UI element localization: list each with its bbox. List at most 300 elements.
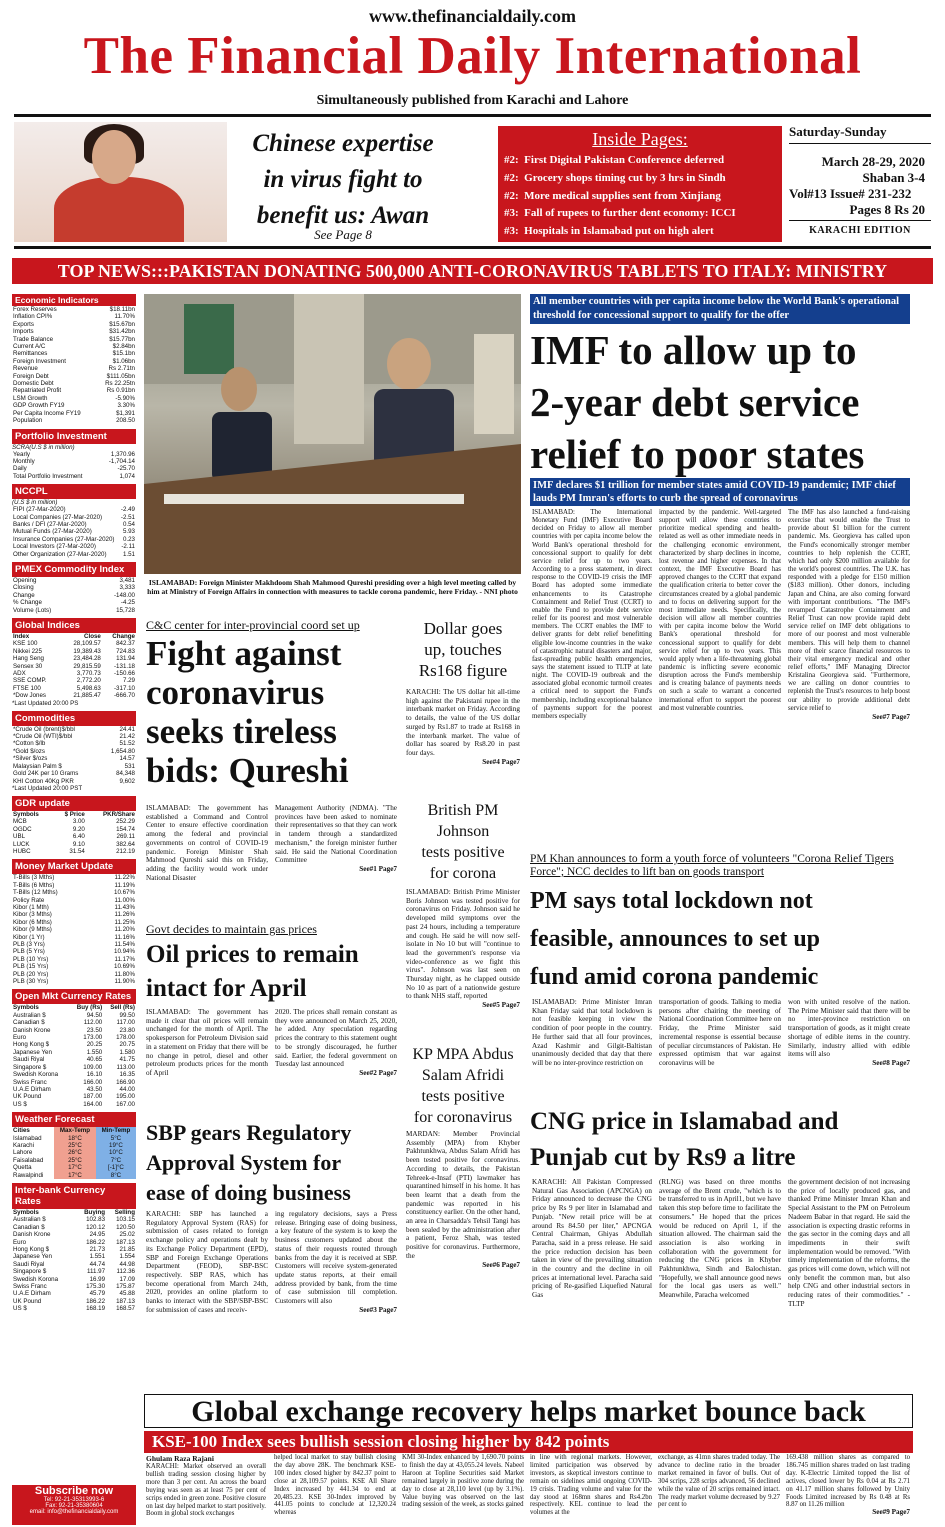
indicator-label: Change xyxy=(13,591,35,599)
indicator-label: Yearly xyxy=(13,450,30,458)
indicator-value: 43.50 xyxy=(86,1085,103,1093)
indicator-value: -2.49 xyxy=(120,506,135,514)
indicator-label: Foreign Debt xyxy=(13,372,49,380)
indicator-value: 175.30 xyxy=(86,1283,106,1291)
indicator-value: 5°C xyxy=(96,1135,136,1142)
lockdown-kicker: PM Khan announces to form a youth force of volunteers "Corona Relief Tigers Force"; NCC decides to lift ban on goods transport xyxy=(530,853,894,878)
indicator-label: Symbols xyxy=(13,1004,39,1012)
indicator-label: Cities xyxy=(13,1127,30,1135)
site-url[interactable]: www.thefinancialdaily.com xyxy=(368,6,576,26)
commodities-table xyxy=(12,726,136,785)
indicator-value: 1.554 xyxy=(119,1253,135,1261)
indicator-value: 11.70% xyxy=(114,313,135,321)
indicator-label: Faisalabad xyxy=(13,1156,44,1164)
money-table xyxy=(12,874,136,985)
indicator-label: Local Companies (27-Mar-2020) xyxy=(13,513,103,521)
indicator-value: 16.99 xyxy=(89,1275,106,1283)
interbank-header-row xyxy=(12,1209,136,1216)
inside-item[interactable]: #2: More medical supplies sent from Xinjiang xyxy=(504,189,721,202)
commodities-title: Commodities xyxy=(12,711,136,726)
indicator-value: 724.83 xyxy=(116,647,135,655)
lockdown-body-col3: won with united resolve of the nation. The Prime Minister said that there will be no inter-province restriction on transportation of goods, as it might create shortage of edible items in the country. Similarly, industry allied with edible items will also See#8 Page7 xyxy=(788,998,910,1067)
nccpl-row xyxy=(12,514,136,521)
indicator-value: 187.13 xyxy=(116,1238,135,1246)
dollar-see[interactable]: See#4 Page7 xyxy=(482,757,520,766)
indicator-value: $ Price xyxy=(64,810,85,818)
global-updated: *Last Updated 20:00 PS xyxy=(12,699,79,707)
indicator-value: 167.00 xyxy=(116,1100,135,1108)
indicator-value: -148.00 xyxy=(114,591,135,599)
dollar-headline[interactable]: Dollar goes up, touches Rs168 figure xyxy=(418,619,508,680)
inside-item[interactable]: #2: Grocery shops timing cut by 3 hrs in Sindh xyxy=(504,171,726,184)
indicator-value: 186.22 xyxy=(86,1297,106,1305)
market-see[interactable]: See#9 Page7 xyxy=(872,1508,910,1517)
indicator-value: 112.00 xyxy=(83,1019,103,1027)
openmkt-row xyxy=(12,1012,136,1019)
nccpl-row xyxy=(12,521,136,528)
indicator-value: 11.26% xyxy=(114,911,135,919)
indicator-value: 21.85 xyxy=(119,1246,135,1253)
indicator-label: PLB (5 Yrs) xyxy=(13,948,45,956)
indicator-value: $1,391 xyxy=(116,409,135,417)
indicator-value: 19°C xyxy=(96,1142,136,1149)
gdr-row xyxy=(12,818,136,825)
indicator-value: 15,728 xyxy=(116,606,135,614)
indicator-label: Nikkei 225 xyxy=(13,647,42,655)
money-row xyxy=(12,874,136,881)
indicator-label: Lahore xyxy=(13,1149,33,1157)
indicator-label: PLB (10 Yrs) xyxy=(13,955,49,963)
interbank-row xyxy=(12,1224,136,1231)
indicator-value: 173.00 xyxy=(83,1034,103,1042)
indicator-value: 1.550 xyxy=(86,1048,103,1056)
qureshi-see[interactable]: See#1 Page7 xyxy=(359,864,397,873)
indicator-value: Change xyxy=(112,633,135,640)
indicator-label: US $ xyxy=(13,1100,27,1108)
indicator-label: MCB xyxy=(13,818,27,826)
indicator-value: 0.23 xyxy=(122,535,135,543)
indicator-value: 16.35 xyxy=(119,1071,135,1079)
indicator-value: 195.00 xyxy=(116,1093,135,1101)
indicator-label: PLB (20 Yrs) xyxy=(13,970,49,978)
indicator-value: 11.16% xyxy=(114,933,135,941)
indicator-value: -131.18 xyxy=(114,662,135,670)
indicator-value: -1,704.14 xyxy=(108,457,135,465)
indicator-value: 2,772.20 xyxy=(76,677,101,685)
interbank-row xyxy=(12,1283,136,1290)
indicator-value: -2.11 xyxy=(121,543,135,551)
econ-row xyxy=(12,343,136,350)
oil-kicker: Govt decides to maintain gas prices xyxy=(146,922,317,936)
dateline-box: Saturday-Sunday March 28-29, 2020 Shaban 3-4 Vol#13 Issue# 231-232 Pages 8 Rs 20 KARACHI EDITION xyxy=(789,124,931,239)
indicator-label: KSE 100 xyxy=(13,640,38,648)
indicator-label: Total Portfolio Investment xyxy=(13,472,83,480)
boris-headline[interactable]: British PM Johnson tests positive for corona xyxy=(421,802,505,882)
indicator-label: % Change xyxy=(13,599,42,607)
indicator-label: LSM Growth xyxy=(13,394,48,402)
awan-teaser[interactable]: Chinese expertise in virus fight to benefit us: Awan xyxy=(252,130,434,229)
money-row xyxy=(12,882,136,889)
indicator-label: SSE COMP. xyxy=(13,677,47,685)
pmex-row xyxy=(12,607,136,614)
indicator-label: Euro xyxy=(13,1034,27,1042)
indicator-value: $18.11bn xyxy=(109,306,135,313)
global-header-row xyxy=(12,633,136,640)
boris-see[interactable]: See#5 Page7 xyxy=(482,1001,520,1010)
imf-headline[interactable]: IMF to allow up to 2-year debt service relief to poor states xyxy=(530,327,865,477)
imf-body-col2: impacted by the pandemic. Well-targeted support will allow these countries to prioritize medical spending and health-related as well as other immediate needs in the challenging economic environment, characterized by sharp declines in income, lost revenue and higher expenses. In that context, the IMF Executive Board has approved changes to the CCRT that expand the qualification criteria to better cover the circumstances created by a global pandemic and to focus on delivering support for the most immediate needs. Specifically, the decision will allow all member countries with per capita income below the World Bank's operational threshold for concessional support to qualify for debt service relief for up to two years. This would apply when a life-threatening global pandemic is inflicting severe economic disruption across the Fund's membership and is creating balance of payments needs on such a scale to warrant a concerted international effort to support the poorest and most vulnerable countries. xyxy=(659,509,781,712)
boris-body: ISLAMABAD: British Prime Minister Boris Johnson was tested positive for coronavirus on Friday. Johnson said he developed mild symptoms over the past 24 hours, including a temperature and cough. He said he will now self-isolate in No 10 but will "continue to lead the government's response via video-conference as we fight this virus". Johnson was last seen on Thursday night, as he clapped outside No 10 as part of a nationwide gesture to thank NHS staff, reported See#5 Page7 xyxy=(406,888,520,1010)
indicator-value: 11.25% xyxy=(114,918,135,926)
inside-pages-title: Inside Pages: xyxy=(592,129,688,149)
global-row xyxy=(12,663,136,670)
indicator-label: Swedish Korona xyxy=(13,1071,59,1079)
sbp-see[interactable]: See#3 Page7 xyxy=(359,1305,397,1314)
indicator-value: 10°C xyxy=(96,1149,136,1156)
global-row xyxy=(12,692,136,699)
nccpl-row xyxy=(12,536,136,543)
indicator-value: -317.10 xyxy=(114,684,135,692)
market-subheadline: KSE-100 Index sees bullish session closing higher by 842 points xyxy=(144,1431,913,1453)
indicator-label: *Dow Jones xyxy=(13,692,47,700)
kpmpa-see[interactable]: See#6 Page7 xyxy=(482,1260,520,1269)
market-body-col6: 169.438 million shares as compared to 186.745 million shares traded on last trading day. K-Electric Limited topped the list of actives, closed lower by Rs 0.04 at Rs 2.71 on 41.17 million shares followed by Unity Foods Limited increased by Rs 0.48 at Rs 8.87 on 11.26 million See#9 Page7 xyxy=(786,1454,910,1517)
indicator-value: 25°C xyxy=(54,1142,96,1149)
inside-item[interactable]: #3: Fall of rupees to further dent economy: ICCI xyxy=(504,207,736,220)
indicator-label: Policy Rate xyxy=(13,896,45,904)
indicator-value: 186.22 xyxy=(86,1238,106,1246)
portfolio-unit: SCRA(U.S $ in million) xyxy=(12,443,75,451)
weather-header-row xyxy=(12,1127,136,1134)
indicator-value: Min-Temp xyxy=(96,1127,136,1134)
dollar-body: KARACHI: The US dollar hit all-time high against the Pakistani rupee in the interbank market on Friday. According to details, the value of the US dollar surged by Rs1.87 to trade at Rs168 in the interbank market. The value of dollar has soared by Rs8.20 in past four days. See#4 Page7 xyxy=(406,688,520,766)
econ-row xyxy=(12,306,136,313)
econ-row xyxy=(12,410,136,417)
oil-headline[interactable]: Oil prices to remain intact for April xyxy=(146,941,359,1002)
indicator-value: 117.00 xyxy=(116,1019,135,1027)
indicator-value: 7.29 xyxy=(122,677,135,685)
econ-row xyxy=(12,350,136,357)
econ-row xyxy=(12,402,136,409)
awan-see-page: See Page 8 xyxy=(314,227,372,242)
indicator-value: 84,348 xyxy=(116,770,135,778)
indicator-value: 17°C xyxy=(54,1164,96,1171)
indicator-value: Rs 22.25tn xyxy=(105,380,135,388)
indicator-value: 120.12 xyxy=(86,1223,106,1231)
money-row xyxy=(12,911,136,918)
econ-table xyxy=(12,306,136,425)
indicator-value: 40.65 xyxy=(86,1056,103,1064)
indicator-value: 44.98 xyxy=(119,1260,135,1268)
indicator-label: *Crude Oil (brent)$/bbl xyxy=(13,725,75,733)
indicator-label: Hong Kong $ xyxy=(13,1041,50,1049)
indicator-value: 208.50 xyxy=(116,417,135,425)
econ-row xyxy=(12,387,136,394)
indicator-label: Insurance Companies (27-Mar-2020) xyxy=(13,535,115,543)
indicator-label: Singapore $ xyxy=(13,1268,47,1276)
indicator-value: 28,109.57 xyxy=(73,640,101,648)
money-row xyxy=(12,948,136,955)
econ-row xyxy=(12,358,136,365)
indicator-value: PKR/Share xyxy=(103,810,135,818)
market-body-col4: in line with regional markets. However, limited participation was observed by investors, as skeptical investors continue to remain on sidelines amid ongoing COVID-19 crisis. Trading volume and value for the day stood at 168mn shares and Rs4.2bn respectively. KEL continue to lead the volumes at the xyxy=(530,1454,652,1517)
indicator-label: ADX xyxy=(13,670,26,678)
inside-item[interactable]: #3: Hospitals in Islamabad put on high alert xyxy=(504,225,714,238)
indicator-label: Imports xyxy=(13,328,34,336)
market-body-col1: KARACHI: Market observed an overall bullish trading session closing higher by more than 3 per cent. An across the board buying was seen as at least 75 per cent of scrips ended in green zone. Positive closure on last day helped market to start positively. Boom in global stock exchanges xyxy=(146,1463,266,1518)
interbank-row xyxy=(12,1261,136,1268)
indicator-label: Karachi xyxy=(13,1141,34,1149)
indicator-value: 269.11 xyxy=(116,833,135,841)
indicator-label: Quetta xyxy=(13,1164,32,1172)
interbank-row xyxy=(12,1246,136,1253)
indicator-value: 154.74 xyxy=(116,825,135,833)
indicator-value: -25.70 xyxy=(117,465,135,473)
indicator-value: 187.00 xyxy=(83,1093,103,1101)
photo-caption: ISLAMABAD: Foreign Minister Makhdoom Shah Mahmood Qureshi presiding over a high level meeting called by him at Ministry of Foreign Affairs in connection with measures to tackle corona pandemic, here Friday. - NNI photo xyxy=(147,578,518,596)
indicator-value: 10.69% xyxy=(114,963,135,971)
indicator-label: Revenue xyxy=(13,365,38,373)
indicator-value: 45.88 xyxy=(119,1290,135,1298)
indicator-label: Canadian $ xyxy=(13,1223,45,1231)
indicator-label: Saudi Riyal xyxy=(13,1056,45,1064)
econ-row xyxy=(12,328,136,335)
indicator-value: Max-Temp xyxy=(54,1127,96,1134)
market-headline[interactable]: Global exchange recovery helps market bounce back xyxy=(144,1394,913,1428)
indicator-value: 51.52 xyxy=(119,740,135,748)
indicator-value: 252.29 xyxy=(116,818,135,826)
global-row xyxy=(12,685,136,692)
indicator-value: $2.84bn xyxy=(112,343,135,351)
indicator-label: Volume (Lots) xyxy=(13,606,52,614)
indicator-value: 10.67% xyxy=(114,889,135,897)
indicator-label: U.A.E Dirham xyxy=(13,1085,51,1093)
indicator-value: 102.83 xyxy=(86,1216,106,1224)
indicator-label: UBL xyxy=(13,833,26,841)
indicator-value: 16.10 xyxy=(86,1071,103,1079)
indicator-value: 17.09 xyxy=(119,1275,135,1283)
indicator-value: 3,333 xyxy=(119,584,135,592)
money-row xyxy=(12,934,136,941)
openmkt-row xyxy=(12,1019,136,1026)
indicator-label: Inflation CPI% xyxy=(13,313,53,321)
openmkt-row xyxy=(12,1079,136,1086)
indicator-value: 531 xyxy=(124,762,135,770)
indicator-label: Symbols xyxy=(13,810,39,818)
inside-pages-box xyxy=(498,126,782,242)
market-body-col2: helped local market to stay bullish closing the day above 28K. The benchmark KSE-100 index closed higher by 842.37 point to close at 28,109.57 points. KSE All Share Index increased by 441.34 to end at 20,485.23. KSE 30-Index improved by 441.05 points to conclude at 12,320.24 whereas xyxy=(274,1454,396,1517)
indicator-label: *Gold $/ozs xyxy=(13,747,45,755)
indicator-value: 21.73 xyxy=(89,1246,106,1253)
indicator-label: Per Capita Income FY19 xyxy=(13,409,81,417)
indicator-label: Trade Balance xyxy=(13,335,54,343)
indicator-value: 29,815.59 xyxy=(73,662,101,670)
gdr-header-row xyxy=(12,811,136,818)
indicator-label: Forex Reserves xyxy=(13,306,57,313)
inside-item[interactable]: #2: First Digital Pakistan Conference deferred xyxy=(504,154,725,166)
money-row xyxy=(12,919,136,926)
interbank-row xyxy=(12,1253,136,1260)
indicator-value: 212.19 xyxy=(116,847,135,855)
commodities-row xyxy=(12,770,136,777)
indicator-label: PLB (30 Yrs) xyxy=(13,978,49,986)
indicator-label: Hang Seng xyxy=(13,655,44,663)
indicator-value: 8°C xyxy=(96,1172,136,1179)
indicator-label: Malaysian Palm $ xyxy=(13,762,62,770)
indicator-value: $15.1bn xyxy=(112,350,135,358)
subscribe-box[interactable]: Subscribe now Tel: 92-21-35313993-6 Fax: 92-21-35380604 email: info@thefinancialdaily.com xyxy=(12,1485,136,1525)
kpmpa-headline[interactable]: KP MPA Abdus Salam Afridi tests positive for coronavirus xyxy=(412,1046,514,1126)
indicator-value: 21,885.47 xyxy=(73,692,101,700)
indicator-label: Monthly xyxy=(13,457,35,465)
gdr-row xyxy=(12,841,136,848)
indicator-value: 99.50 xyxy=(119,1011,135,1019)
indicator-value: 11.20% xyxy=(114,926,135,934)
indicator-value: 103.15 xyxy=(116,1216,135,1224)
pmex-row xyxy=(12,584,136,591)
indicator-value: 11.43% xyxy=(114,903,135,911)
indicator-label: *Crude Oil (WTI)$/bbl xyxy=(13,733,73,741)
indicator-label: Foreign Investment xyxy=(13,357,66,365)
interbank-row xyxy=(12,1298,136,1305)
indicator-value: $111.05bn xyxy=(106,372,135,380)
indicator-value: 1,370.96 xyxy=(110,450,135,458)
indicator-value: 166.00 xyxy=(83,1078,103,1086)
indicator-label: Euro xyxy=(13,1238,27,1246)
indicator-label: Canadian $ xyxy=(13,1019,45,1027)
indicator-label: UK Pound xyxy=(13,1297,42,1305)
gdr-row xyxy=(12,826,136,833)
money-row xyxy=(12,904,136,911)
indicator-value: 1,074 xyxy=(119,472,135,480)
openmkt-row xyxy=(12,1101,136,1108)
indicator-label: Japanese Yen xyxy=(13,1048,52,1056)
indicator-label: GDP Growth FY19 xyxy=(13,402,65,410)
qureshi-headline[interactable]: Fight against coronavirus seeks tireless bids: Qureshi xyxy=(146,634,349,790)
indicator-value: 1.580 xyxy=(119,1048,135,1056)
global-table xyxy=(12,633,136,700)
gdr-row xyxy=(12,833,136,840)
interbank-row xyxy=(12,1216,136,1223)
oil-see[interactable]: See#2 Page7 xyxy=(359,1068,397,1077)
indicator-label: Remittances xyxy=(13,350,48,358)
qureshi-meeting-photo xyxy=(144,294,521,574)
lockdown-see[interactable]: See#8 Page7 xyxy=(872,1058,910,1067)
interbank-row xyxy=(12,1239,136,1246)
lockdown-headline[interactable]: PM says total lockdown not feasible, announces to set up fund amid corona pandemic xyxy=(530,888,821,990)
weather-row xyxy=(12,1142,136,1149)
nccpl-table xyxy=(12,506,136,558)
breaking-news-bar[interactable]: TOP NEWS:::PAKISTAN DONATING 500,000 ANTI-CORONAVIRUS TABLETS TO ITALY: MINISTRY xyxy=(12,258,933,284)
openmkt-row xyxy=(12,1034,136,1041)
indicator-label: LUCK xyxy=(13,840,30,848)
indicator-value: 842.37 xyxy=(116,640,135,648)
indicator-value: 168.19 xyxy=(86,1305,106,1313)
gdr-row xyxy=(12,848,136,855)
indicator-label: Saudi Riyal xyxy=(13,1260,45,1268)
global-row xyxy=(12,655,136,662)
commodities-row xyxy=(12,726,136,733)
indicator-label: Population xyxy=(13,417,43,425)
indicator-value: 131.94 xyxy=(116,655,135,663)
indicator-value: 175.87 xyxy=(116,1283,135,1291)
indicator-label: U.A.E Dirham xyxy=(13,1290,51,1298)
cng-headline[interactable]: CNG price in Islamabad and Punjab cut by Rs9 a litre xyxy=(530,1108,839,1171)
global-title: Global Indices xyxy=(12,618,136,633)
cng-body-col2: (RLNG) was based on three months average of the Brent crude, "which is to be transferred to us in April1, but we have taken this step before time to facilitate the consumers." He hoped that the prices would be reduced on April 1, if the situation allowed. The chairman said the association is also working in collaboration with the government for reducing the CNG prices in Khyber Pakhtunkhwa, Sindh and Balochistan. "Hopefully, we shall announce good news for the local gas users as well." Meanwhile, Paracha welcomed xyxy=(659,1178,781,1300)
indicator-label: Current A/C xyxy=(13,343,46,351)
imf-see[interactable]: See#7 Page7 xyxy=(872,712,910,721)
money-row xyxy=(12,941,136,948)
indicator-value: 7°C xyxy=(96,1157,136,1164)
indicator-value: 6.40 xyxy=(72,833,85,841)
commodities-row xyxy=(12,778,136,785)
econ-row xyxy=(12,336,136,343)
openmkt-header-row xyxy=(12,1004,136,1011)
econ-row xyxy=(12,395,136,402)
indicator-value: 41.75 xyxy=(119,1056,135,1064)
indicator-value: 25.02 xyxy=(119,1231,135,1239)
commodities-row xyxy=(12,740,136,747)
nccpl-row xyxy=(12,506,136,513)
money-row xyxy=(12,963,136,970)
indicator-value: [-1]°C xyxy=(96,1164,136,1171)
indicator-value: -150.66 xyxy=(114,670,135,678)
indicator-label: Symbols xyxy=(13,1208,39,1216)
sbp-body-col2: ing regulatory decisions, says a Press release. Bringing ease of doing business, a key feature of the system is to keep the business customers updated about the status of their requests routed through banks from the day it is received at SBP. Customers will receive system-generated update status reports, at their email address provided by bank, from the time of case submission till completion. Customers will also See#3 Page7 xyxy=(275,1210,397,1314)
indicator-label: Sensex 30 xyxy=(13,662,43,670)
money-row xyxy=(12,897,136,904)
indicator-value: $15.77bn xyxy=(109,335,135,343)
portfolio-row xyxy=(12,465,136,472)
indicator-value: 11.80% xyxy=(114,970,135,978)
money-row xyxy=(12,971,136,978)
weather-title: Weather Forecast xyxy=(12,1112,136,1127)
indicator-value: 9,602 xyxy=(119,777,135,785)
pmex-table xyxy=(12,577,136,614)
global-row xyxy=(12,677,136,684)
money-row xyxy=(12,889,136,896)
global-row xyxy=(12,648,136,655)
weather-row xyxy=(12,1135,136,1142)
econ-title: Economic Indicators xyxy=(12,294,136,306)
sbp-headline[interactable]: SBP gears Regulatory Approval System for ease of doing business xyxy=(146,1120,352,1205)
lockdown-body-col2: transportation of goods. Talking to media persons after chairing the meeting of National Coordination Committee here on Friday, the Prime Minister said incremental response is essential because of peculiar circumstances of Pakistan. He expressed optimism that war against coronavirus will be xyxy=(659,998,781,1067)
indicator-value: 19,389.43 xyxy=(73,647,101,655)
indicator-label: Japanese Yen xyxy=(13,1253,52,1261)
indicator-value: 23.80 xyxy=(119,1026,135,1034)
money-row xyxy=(12,956,136,963)
nccpl-row xyxy=(12,551,136,558)
indicator-label: Exports xyxy=(13,320,34,328)
indicator-label: Closing xyxy=(13,584,34,592)
indicator-value: 113.00 xyxy=(116,1063,135,1071)
indicator-value: 24.41 xyxy=(119,725,135,733)
indicator-value: 166.90 xyxy=(116,1078,135,1086)
indicator-value: 26°C xyxy=(54,1149,96,1156)
indicator-label: Singapore $ xyxy=(13,1063,47,1071)
openmkt-row xyxy=(12,1071,136,1078)
indicator-value: 164.00 xyxy=(83,1100,103,1108)
portfolio-title: Portfolio Investment xyxy=(12,429,136,444)
interbank-row xyxy=(12,1276,136,1283)
indicator-label: Domestic Debt xyxy=(13,380,54,388)
indicator-value: 3,481 xyxy=(119,576,135,584)
awan-portrait xyxy=(14,122,227,242)
indicator-value: -5.90% xyxy=(115,394,135,402)
econ-row xyxy=(12,380,136,387)
indicator-label: Danish Krone xyxy=(13,1231,51,1239)
